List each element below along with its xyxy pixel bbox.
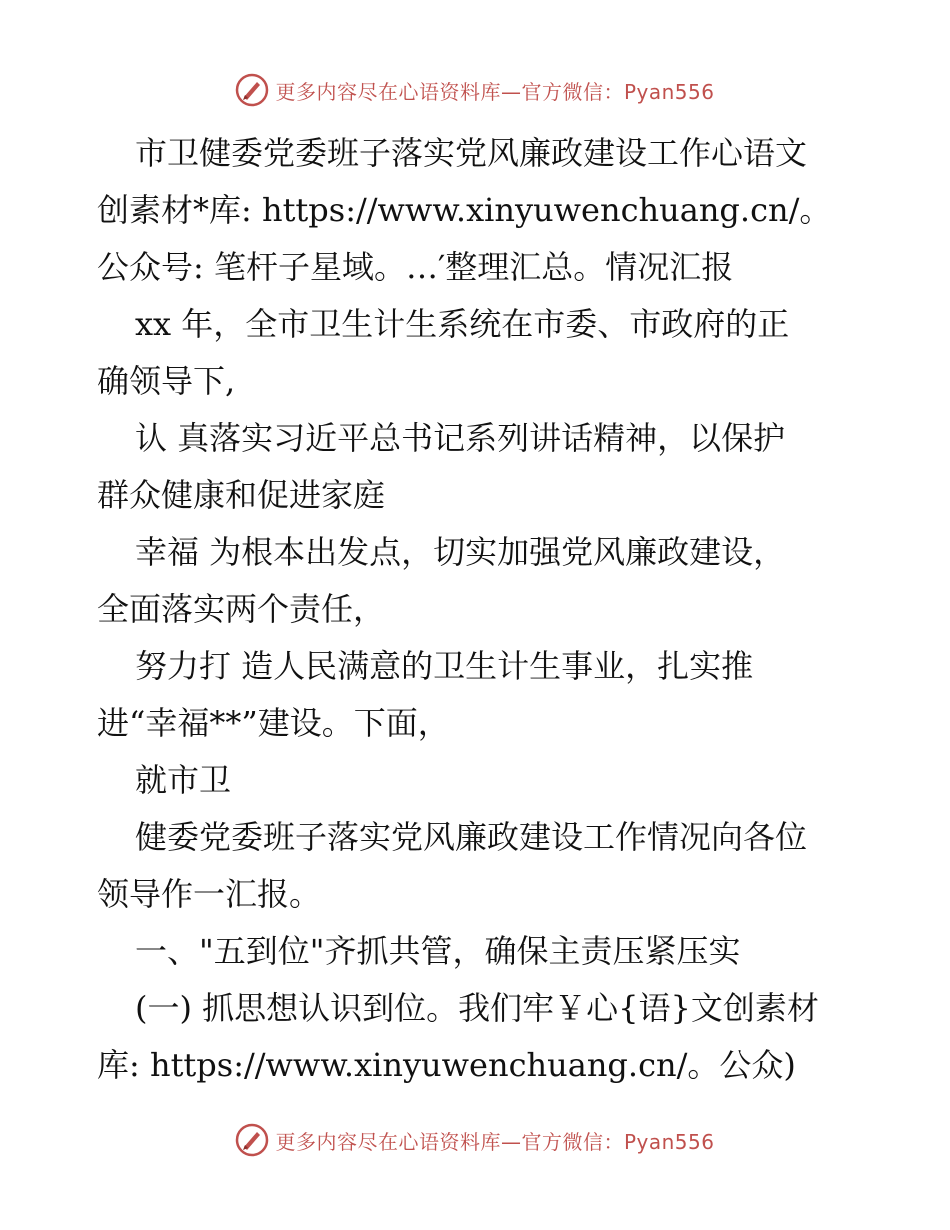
text-line: 创素材*库: https://www.xinyuwenchuang.cn/。	[97, 191, 832, 229]
footer-watermark	[0, 1120, 950, 1160]
text-line: 认 真落实习近平总书记系列讲话精神，以保护	[135, 419, 786, 457]
text-line: 进“幸福**”建设。下面，	[97, 704, 450, 742]
text-line: xx 年，全市卫生计生系统在市委、市政府的正	[135, 305, 790, 343]
header-watermark	[0, 70, 950, 110]
text-line: 库: https://www.xinyuwenchuang.cn/。公众)	[97, 1046, 796, 1084]
text-line: (一) 抓思想认识到位。我们牢￥心{语}文创素材	[135, 989, 819, 1027]
text-line: 幸福 为根本出发点，切实加强党风廉政建设，	[135, 533, 786, 571]
text-line: 确领导下,	[97, 362, 236, 400]
section-heading: 一、"五到位"齐抓共管，确保主责压紧压实	[135, 932, 741, 970]
text-line: 全面落实两个责任，	[97, 590, 386, 628]
header-watermark-text: 更多内容尽在心语资料库—官方微信：Pyan556	[275, 79, 715, 104]
body-text	[97, 125, 857, 1094]
text-line: 健委党委班子落实党风廉政建设工作情况向各位	[135, 818, 808, 856]
pen-seal-icon	[235, 1123, 269, 1157]
document-body	[97, 125, 857, 1094]
text-line: 就市卫	[135, 761, 232, 799]
pen-seal-icon	[235, 73, 269, 107]
text-line: 努力打 造人民满意的卫生计生事业，扎实推	[135, 647, 754, 685]
text-line: 群众健康和促进家庭	[97, 476, 386, 514]
text-line: 市卫健委党委班子落实党风廉政建设工作心语文	[135, 134, 808, 172]
text-line: 领导作一汇报。	[97, 875, 322, 913]
text-line: 公众号: 笔杆子星域。…′整理汇总。情况汇报	[97, 248, 734, 286]
footer-watermark-text: 更多内容尽在心语资料库—官方微信：Pyan556	[275, 1129, 715, 1154]
